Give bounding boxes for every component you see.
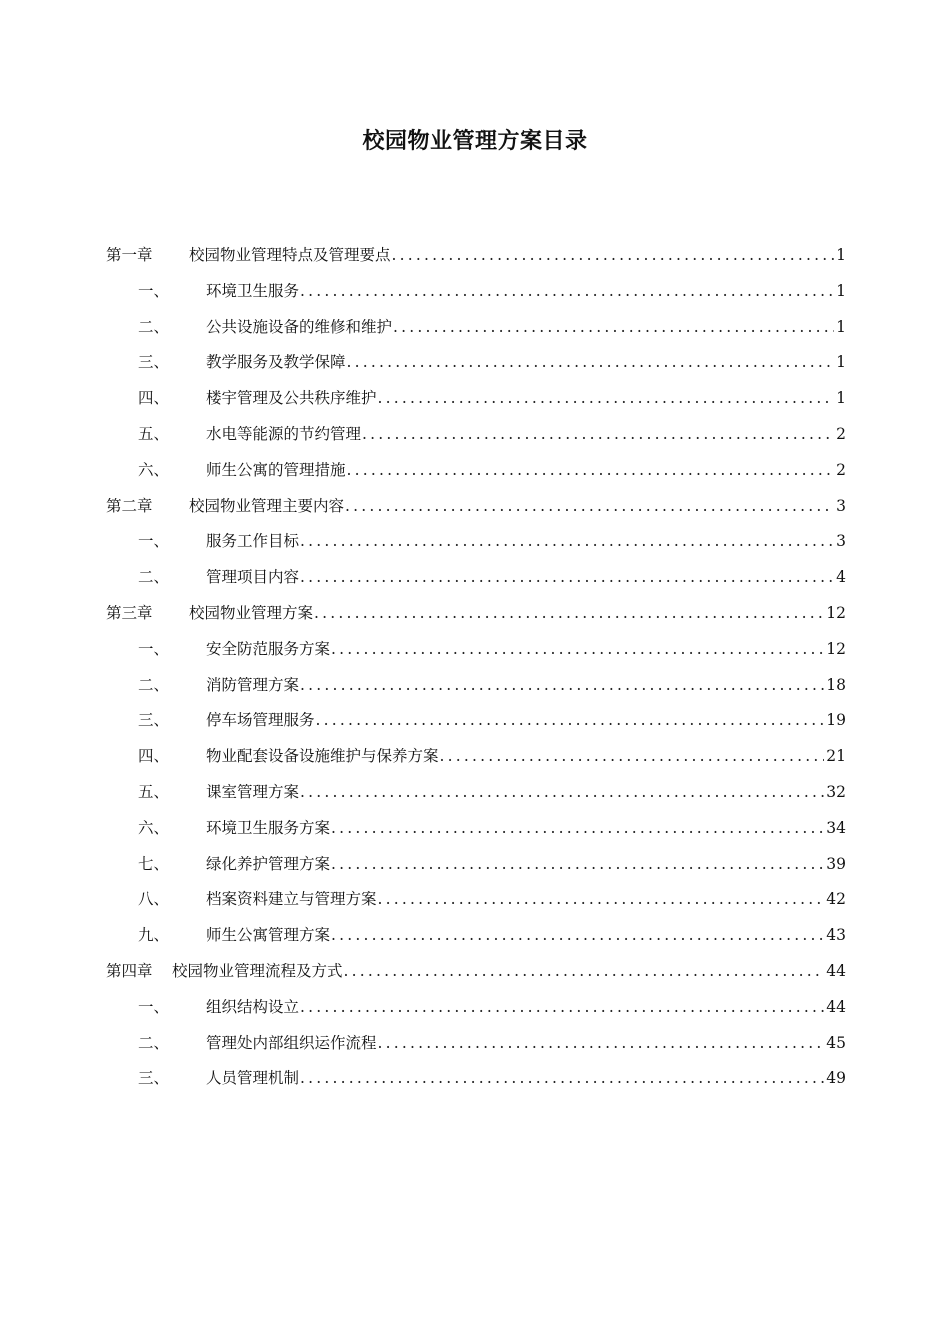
toc-entry-title: 师生公寓管理方案 (206, 926, 331, 945)
toc-page-number: 39 (826, 854, 846, 873)
toc-page-number: 44 (826, 961, 846, 980)
toc-chapter-entry[interactable] (106, 596, 846, 632)
toc-section-entry[interactable] (106, 1061, 846, 1097)
toc-entry-title: 档案资料建立与管理方案 (206, 890, 377, 909)
toc-page-number: 44 (826, 997, 846, 1016)
toc-section-entry[interactable] (106, 990, 846, 1026)
toc-entry-number: 三、 (138, 353, 170, 372)
toc-entry-title: 绿化养护管理方案 (206, 854, 331, 873)
toc-dot-leader (316, 703, 825, 739)
toc-dot-leader (300, 775, 824, 811)
toc-dot-leader (331, 918, 824, 954)
toc-section-entry[interactable] (106, 811, 846, 847)
toc-page-number: 49 (826, 1069, 846, 1088)
toc-section-entry[interactable] (106, 417, 846, 453)
toc-entry-number: 第一章 (106, 246, 153, 264)
toc-dot-leader (331, 632, 824, 668)
toc-entry-number: 二、 (138, 568, 170, 587)
toc-entry-number: 九、 (138, 926, 170, 945)
toc-entry-title: 水电等能源的节约管理 (206, 424, 362, 443)
toc-page-number: 42 (826, 890, 846, 909)
toc-page-number: 3 (836, 496, 846, 515)
toc-dot-leader (362, 417, 834, 453)
table-of-contents (106, 238, 846, 1097)
toc-entry-number: 一、 (138, 532, 170, 551)
toc-entry-number: 一、 (138, 281, 170, 300)
toc-dot-leader (331, 847, 824, 883)
toc-page-number: 34 (826, 818, 846, 837)
toc-section-entry[interactable] (106, 453, 846, 489)
toc-dot-leader (378, 882, 825, 918)
toc-page-number: 12 (826, 639, 846, 658)
toc-entry-title: 校园物业管理流程及方式 (172, 961, 343, 980)
toc-dot-leader (300, 524, 834, 560)
toc-entry-title: 安全防范服务方案 (206, 639, 331, 658)
toc-dot-leader (300, 1061, 824, 1097)
toc-page-number: 19 (826, 711, 846, 730)
toc-entry-title: 校园物业管理特点及管理要点 (189, 246, 391, 264)
toc-entry-title: 楼宇管理及公共秩序维护 (206, 389, 377, 408)
toc-dot-leader (331, 811, 824, 847)
toc-page-number: 1 (836, 353, 846, 372)
toc-section-entry[interactable] (106, 1026, 846, 1062)
toc-dot-leader (344, 954, 825, 990)
toc-dot-leader (378, 381, 835, 417)
toc-entry-number: 五、 (138, 424, 170, 443)
toc-page-number: 21 (826, 747, 846, 766)
toc-entry-title: 环境卫生服务 (206, 281, 300, 300)
toc-dot-leader (378, 1026, 825, 1062)
toc-page-number: 1 (836, 281, 846, 300)
toc-section-entry[interactable] (106, 274, 846, 310)
toc-entry-title: 管理处内部组织运作流程 (206, 1033, 377, 1052)
toc-page-number: 1 (836, 317, 846, 336)
toc-entry-number: 六、 (138, 818, 170, 837)
toc-dot-leader (440, 739, 825, 775)
toc-page-number: 2 (836, 460, 846, 479)
toc-entry-number: 第二章 (106, 496, 153, 515)
toc-chapter-entry[interactable] (106, 489, 846, 525)
toc-dot-leader (393, 310, 834, 346)
toc-section-entry[interactable] (106, 310, 846, 346)
toc-dot-leader (392, 238, 835, 274)
toc-entry-number: 七、 (138, 854, 170, 873)
toc-entry-number: 八、 (138, 890, 170, 909)
toc-entry-title: 校园物业管理方案 (189, 603, 314, 622)
toc-section-entry[interactable] (106, 632, 846, 668)
toc-section-entry[interactable] (106, 918, 846, 954)
toc-section-entry[interactable] (106, 847, 846, 883)
toc-entry-number: 三、 (138, 711, 170, 730)
page-title: 校园物业管理方案目录 (362, 129, 588, 154)
toc-page-number: 32 (826, 782, 846, 801)
toc-dot-leader (300, 668, 824, 704)
toc-entry-title: 课室管理方案 (206, 782, 300, 801)
toc-entry-number: 五、 (138, 782, 170, 801)
toc-entry-title: 人员管理机制 (206, 1069, 300, 1088)
toc-section-entry[interactable] (106, 739, 846, 775)
toc-page-number: 12 (826, 603, 846, 622)
toc-entry-number: 二、 (138, 317, 170, 336)
toc-entry-title: 公共设施设备的维修和维护 (206, 317, 393, 336)
toc-entry-title: 环境卫生服务方案 (206, 818, 331, 837)
toc-entry-number: 一、 (138, 997, 170, 1016)
toc-chapter-entry[interactable] (106, 954, 846, 990)
toc-dot-leader (300, 274, 834, 310)
toc-entry-title: 服务工作目标 (206, 532, 300, 551)
toc-section-entry[interactable] (106, 345, 846, 381)
toc-entry-number: 一、 (138, 639, 170, 658)
toc-entry-title: 消防管理方案 (206, 675, 300, 694)
toc-chapter-entry[interactable] (106, 238, 846, 274)
toc-entry-number: 二、 (138, 675, 170, 694)
toc-entry-title: 组织结构设立 (206, 997, 300, 1016)
toc-section-entry[interactable] (106, 524, 846, 560)
toc-section-entry[interactable] (106, 703, 846, 739)
toc-entry-number: 四、 (138, 747, 170, 766)
toc-entry-title: 停车场管理服务 (206, 711, 315, 730)
toc-section-entry[interactable] (106, 775, 846, 811)
toc-page-number: 1 (836, 389, 846, 408)
toc-entry-number: 第四章 (106, 961, 153, 980)
toc-section-entry[interactable] (106, 560, 846, 596)
toc-entry-title: 物业配套设备设施维护与保养方案 (206, 747, 439, 766)
toc-dot-leader (314, 596, 824, 632)
toc-page-number: 3 (836, 532, 846, 551)
toc-entry-number: 四、 (138, 389, 170, 408)
toc-section-entry[interactable] (106, 668, 846, 704)
toc-entry-title: 校园物业管理主要内容 (189, 496, 345, 515)
toc-section-entry[interactable] (106, 381, 846, 417)
toc-entry-title: 教学服务及教学保障 (206, 353, 346, 372)
toc-entry-number: 三、 (138, 1069, 170, 1088)
toc-dot-leader (300, 990, 824, 1026)
toc-dot-leader (345, 489, 834, 525)
toc-entry-number: 第三章 (106, 603, 153, 622)
toc-entry-number: 二、 (138, 1033, 170, 1052)
toc-entry-title: 师生公寓的管理措施 (206, 460, 346, 479)
toc-page-number: 4 (836, 568, 846, 587)
toc-dot-leader (347, 345, 835, 381)
toc-entry-title: 管理项目内容 (206, 568, 300, 587)
toc-page-number: 2 (836, 424, 846, 443)
toc-section-entry[interactable] (106, 882, 846, 918)
toc-dot-leader (347, 453, 835, 489)
toc-page-number: 45 (826, 1033, 846, 1052)
toc-dot-leader (300, 560, 834, 596)
toc-page-number: 18 (826, 675, 846, 694)
toc-page-number: 43 (826, 926, 846, 945)
toc-entry-number: 六、 (138, 460, 170, 479)
toc-page-number: 1 (836, 246, 846, 264)
